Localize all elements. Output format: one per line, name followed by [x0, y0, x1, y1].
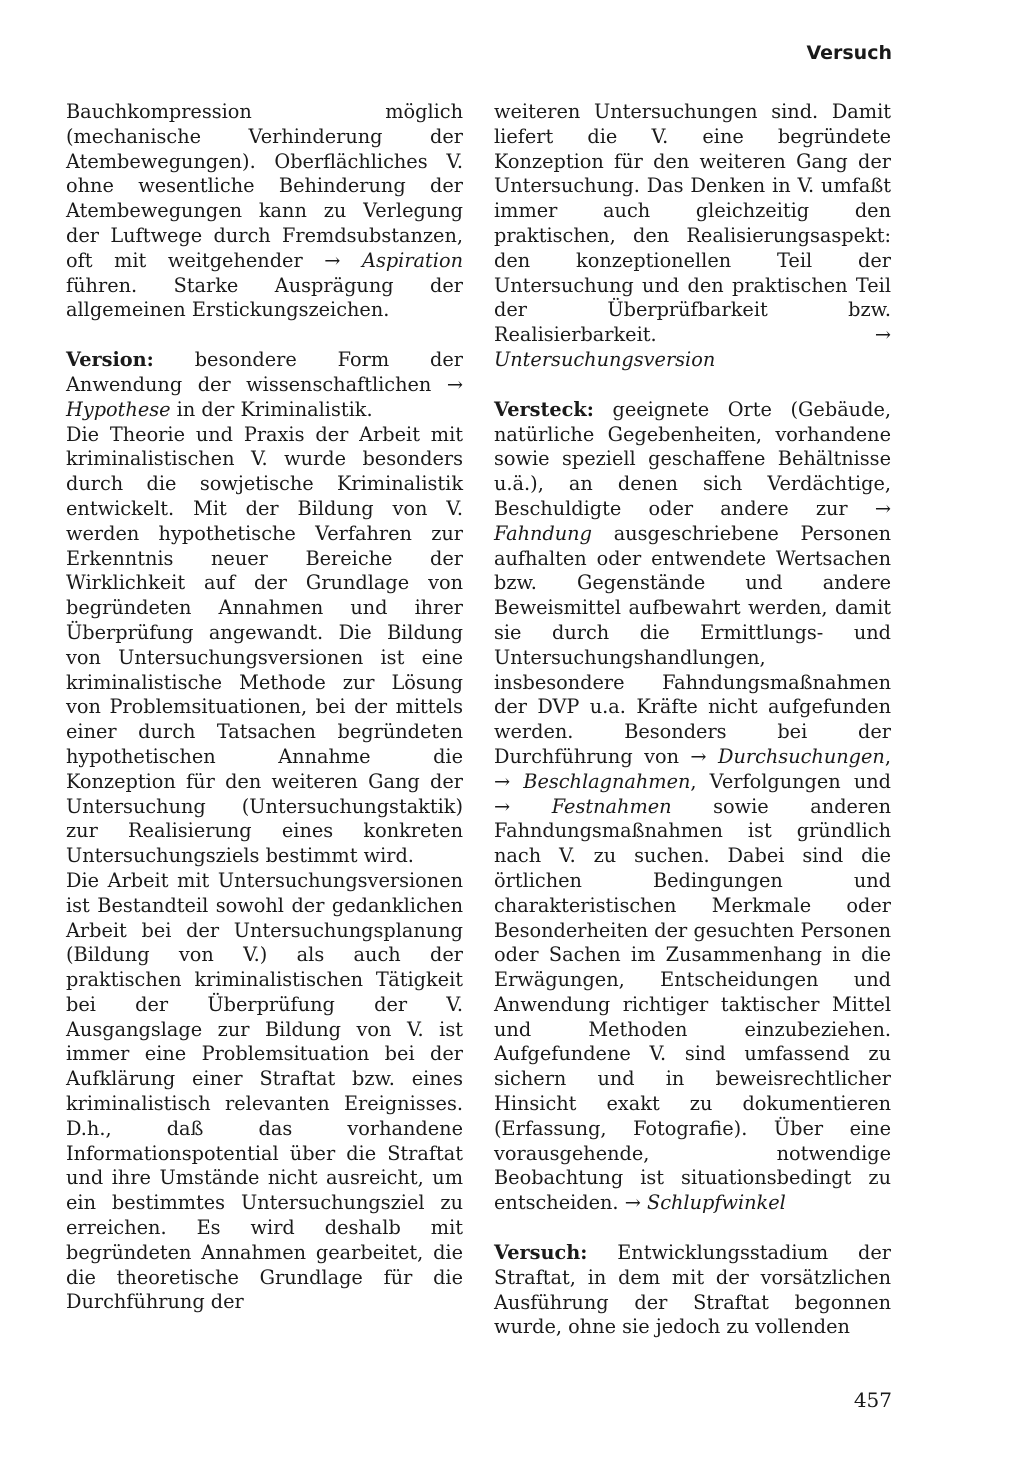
entry-text: weiteren Untersuchungen sind. Damit liefert die V. eine begründete Konzeption für den weiteren Gang der Untersuchung. Das Denken in V. umfaßt immer auch gleichzeitig den praktischen, den Realisierungsaspekt: den konzeptionellen Teil der Untersuchung und den praktischen Teil der Überprüfbarkeit bzw. Realisierbarkeit. →: [494, 100, 891, 347]
entry-text: sowie anderen Fahndungsmaßnahmen ist gründlich nach V. zu suchen. Dabei sind die örtlichen Bedingungen und charakteristischen Merkmale oder Besonderheiten der gesuchten Personen oder Sachen im Zusammenhang in die Erwägungen, Entscheidungen und Anwendung richtiger taktischer Mittel und Methoden einzubeziehen. Aufgefundene V. sind umfassend zu sichern und in beweisrechtlicher Hinsicht exakt zu dokumentieren (Erfassung, Fotografie). Über eine vorausgehende, notwendige Beobachtung ist situationsbedingt zu entscheiden. →: [494, 794, 891, 1215]
entry-headword: Versuch:: [494, 1241, 588, 1265]
entry-paragraph: [66, 423, 463, 869]
cross-reference: Hypothese: [66, 397, 171, 421]
running-head: Versuch: [806, 42, 892, 64]
entry-text: Bauchkompression möglich (mechanische Verhinderung der Atembewegungen). Oberflächliches V. ohne wesentliche Behinderung der Atembewegungen kann zu Verlegung der Luftwege durch Fremdsubstanzen, oft mit weitgehender →: [66, 100, 463, 272]
cross-reference: Untersuchungsversion: [494, 347, 716, 371]
entry-text: Die Arbeit mit Untersuchungsversionen ist Bestandteil sowohl der gedanklichen Arbeit bei der Untersuchungsplanung (Bildung von V.) als auch der praktischen kriminalistischen Tätigkeit bei der Überprüfung der V. Ausgangslage zur Bildung von V. ist immer eine Problemsituation bei der Aufklärung einer Straftat bzw. eines kriminalistisch relevanten Ereignisses. D.h., daß das vorhandene Informationspotential über die Straftat und ihre Umstände nicht ausreicht, um ein bestimmtes Untersuchungsziel zu erreichen. Es wird deshalb mit begründeten Annahmen gearbeitet, die die theoretische Grundlage für die Durchführung der: [66, 868, 463, 1314]
cross-reference: Beschlagnahmen: [523, 769, 691, 793]
entry-text: geeignete Orte (Gebäude, natürliche Gegebenheiten, vorhandene sowie speziell geschaffene Behältnisse u.ä.), an denen sich Verdächtige, Beschuldigte oder andere zur →: [494, 397, 891, 520]
entry-text: Die Theorie und Praxis der Arbeit mit kriminalistischen V. wurde besonders durch die sowjetische Kriminalistik entwickelt. Mit der Bildung von V. werden hypothetische Verfahren zur Erkenntnis neuer Bereiche der Wirklichkeit auf der Grundlage von begründeten Annahmen und ihrer Überprüfung angewandt. Die Bildung von Untersuchungsversionen ist eine kriminalistische Methode zur Lösung von Problemsituationen, bei der mittels einer durch Tatsachen begründeten hypothetischen Annahme die Konzeption für den weiteren Gang der Untersuchung (Untersuchungstaktik) zur Realisierung eines konkreten Untersuchungsziels bestimmt wird.: [66, 422, 463, 868]
dictionary-entry: [66, 348, 463, 422]
cross-reference: Durchsuchungen: [718, 744, 885, 768]
entry-text: , Verfolgungen und →: [494, 769, 891, 818]
dictionary-entry: [494, 398, 891, 1216]
entry-text: , →: [494, 744, 891, 793]
cross-reference: Fahndung: [494, 521, 592, 545]
cross-reference: Aspiration: [362, 248, 463, 272]
entry-text: ausgeschriebene Personen aufhalten oder entwendete Wertsachen bzw. Gegenstände und andere Beweismittel aufbewahrt werden, damit sie durch die Ermittlungs- und Untersuchungshandlungen, insbesondere Fahndungsmaßnahmen der DVP u.a. Kräfte nicht aufgefunden werden. Besonders bei der Durchführung von →: [494, 521, 891, 768]
entry-text: in der Kriminalistik.: [170, 397, 373, 421]
cross-reference: Festnahmen: [551, 794, 672, 818]
entry-paragraph: [66, 869, 463, 1315]
continued-text: [66, 100, 463, 323]
entry-text: führen. Starke Ausprägung der allgemeinen Erstickungszeichen.: [66, 273, 463, 322]
page-number: 457: [853, 1388, 892, 1412]
entry-headword: Version:: [66, 348, 154, 372]
entry-headword: Versteck:: [494, 397, 594, 421]
entry-text: Entwicklungsstadium der Straftat, in dem mit der vorsätzlichen Ausführung der Straftat begonnen wurde, ohne sie jedoch zu vollenden: [494, 1241, 891, 1339]
entry-text: besondere Form der Anwendung der wissenschaftlichen →: [66, 348, 463, 396]
dictionary-entry: [494, 1241, 891, 1340]
right-column: [494, 100, 891, 1340]
continued-text: [494, 100, 891, 373]
left-column: [66, 100, 463, 1315]
cross-reference: Schlupfwinkel: [646, 1191, 786, 1215]
